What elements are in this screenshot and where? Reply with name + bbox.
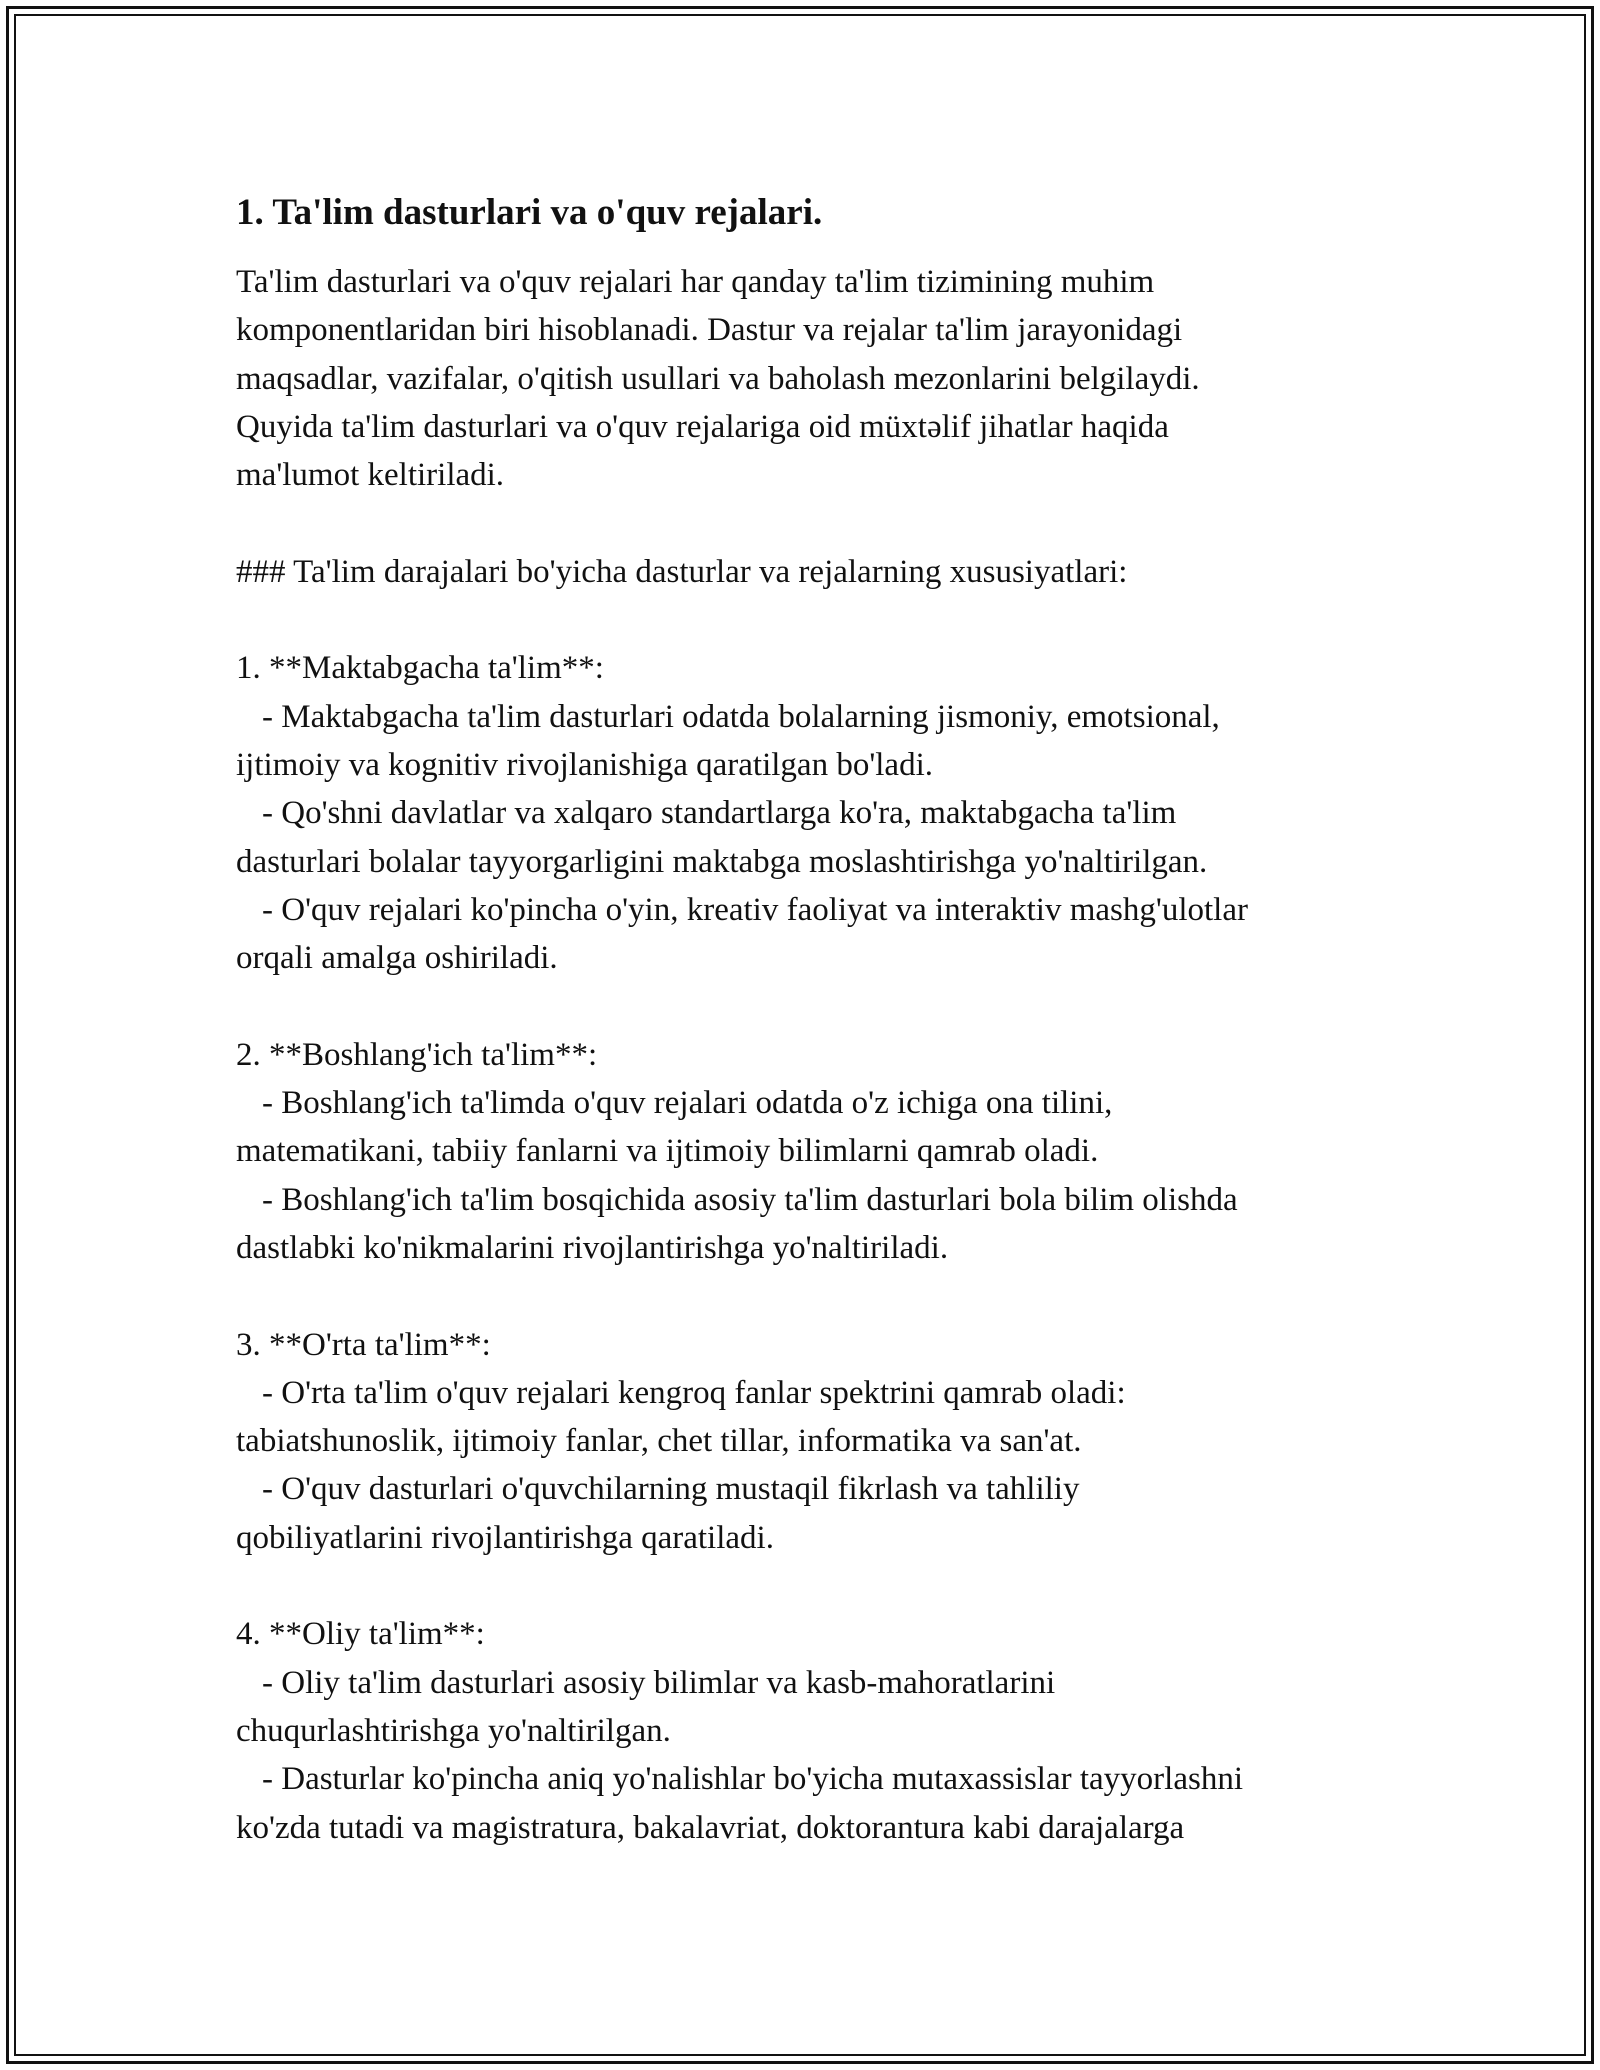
bullet-continuation: ko'zda tutadi va magistratura, bakalavriat, doktorantura kabi darajalarga [236, 1809, 1185, 1846]
intro-line: Quyida ta'lim dasturlari va o'quv rejalariga oid müxtəlif jihatlar haqida [236, 408, 1169, 445]
intro-line: maqsadlar, vazifalar, o'qitish usullari va baholash mezonlarini belgilaydi. [236, 360, 1200, 397]
spacer [236, 596, 1406, 644]
bullet-continuation: orqali amalga oshiriladi. [236, 940, 558, 977]
section-heading: 4. **Oliy ta'lim**: [236, 1616, 485, 1653]
bullet-continuation: tabiatshunoslik, ijtimoiy fanlar, chet tillar, informatika va san'at. [236, 1423, 1082, 1460]
bullet-line: - O'rta ta'lim o'quv rejalari kengroq fanlar spektrini qamrab oladi: [262, 1374, 1126, 1411]
section-oliy [236, 1610, 1406, 1851]
section-heading: 2. **Boshlang'ich ta'lim**: [236, 1036, 598, 1073]
spacer [236, 499, 1406, 547]
bullet-line: - Maktabgacha ta'lim dasturlari odatda bolalarning jismoniy, emotsional, [262, 698, 1220, 735]
intro-line: Ta'lim dasturlari va o'quv rejalari har qanday ta'lim tizimining muhim [236, 264, 1155, 300]
section-boshlangich [236, 1031, 1406, 1272]
intro-paragraph [236, 258, 1406, 499]
bullet-line: - O'quv rejalari ko'pincha o'yin, kreativ faoliyat va interaktiv mashg'ulotlar [262, 891, 1248, 928]
document-body [236, 188, 1406, 1852]
section-heading: 3. **O'rta ta'lim**: [236, 1326, 491, 1363]
intro-line: ma'lumot keltiriladi. [236, 457, 505, 494]
bullet-continuation: qobiliyatlarini rivojlantirishga qaratiladi. [236, 1519, 774, 1556]
bullet-continuation: matematikani, tabiiy fanlarni va ijtimoiy bilimlarni qamrab oladi. [236, 1133, 1099, 1170]
intro-line: komponentlaridan biri hisoblanadi. Dastur va rejalar ta'lim jarayonidagi [236, 312, 1183, 349]
spacer [236, 982, 1406, 1030]
bullet-line: - Dasturlar ko'pincha aniq yo'nalishlar bo'yicha mutaxassislar tayyorlashni [262, 1761, 1243, 1798]
bullet-continuation: dastlabki ko'nikmalarini rivojlantirishga yo'naltiriladi. [236, 1229, 949, 1266]
document-title: 1. Ta'lim dasturlari va o'quv rejalari. [236, 192, 823, 233]
section-subheading: ### Ta'lim darajalari bo'yicha dasturlar va rejalarning xususiyatlari: [236, 553, 1128, 590]
bullet-line: - Oliy ta'lim dasturlari asosiy bilimlar va kasb-mahoratlarini [262, 1664, 1056, 1701]
bullet-line: - O'quv dasturlari o'quvchilarning mustaqil fikrlash va tahliliy [262, 1471, 1080, 1508]
bullet-line: - Boshlang'ich ta'lim bosqichida asosiy ta'lim dasturlari bola bilim olishda [262, 1181, 1238, 1218]
spacer [236, 1562, 1406, 1610]
bullet-continuation: dasturlari bolalar tayyorgarligini maktabga moslashtirishga yo'naltirilgan. [236, 843, 1208, 880]
section-maktabgacha [236, 644, 1406, 982]
bullet-line: - Boshlang'ich ta'limda o'quv rejalari odatda o'z ichiga ona tilini, [262, 1085, 1113, 1122]
section-heading: 1. **Maktabgacha ta'lim**: [236, 650, 604, 687]
bullet-continuation: chuqurlashtirishga yo'naltirilgan. [236, 1712, 671, 1749]
bullet-continuation: ijtimoiy va kognitiv rivojlanishiga qaratilgan bo'ladi. [236, 746, 933, 783]
bullet-line: - Qo'shni davlatlar va xalqaro standartlarga ko'ra, maktabgacha ta'lim [262, 795, 1177, 832]
spacer [236, 1272, 1406, 1320]
section-orta [236, 1321, 1406, 1562]
